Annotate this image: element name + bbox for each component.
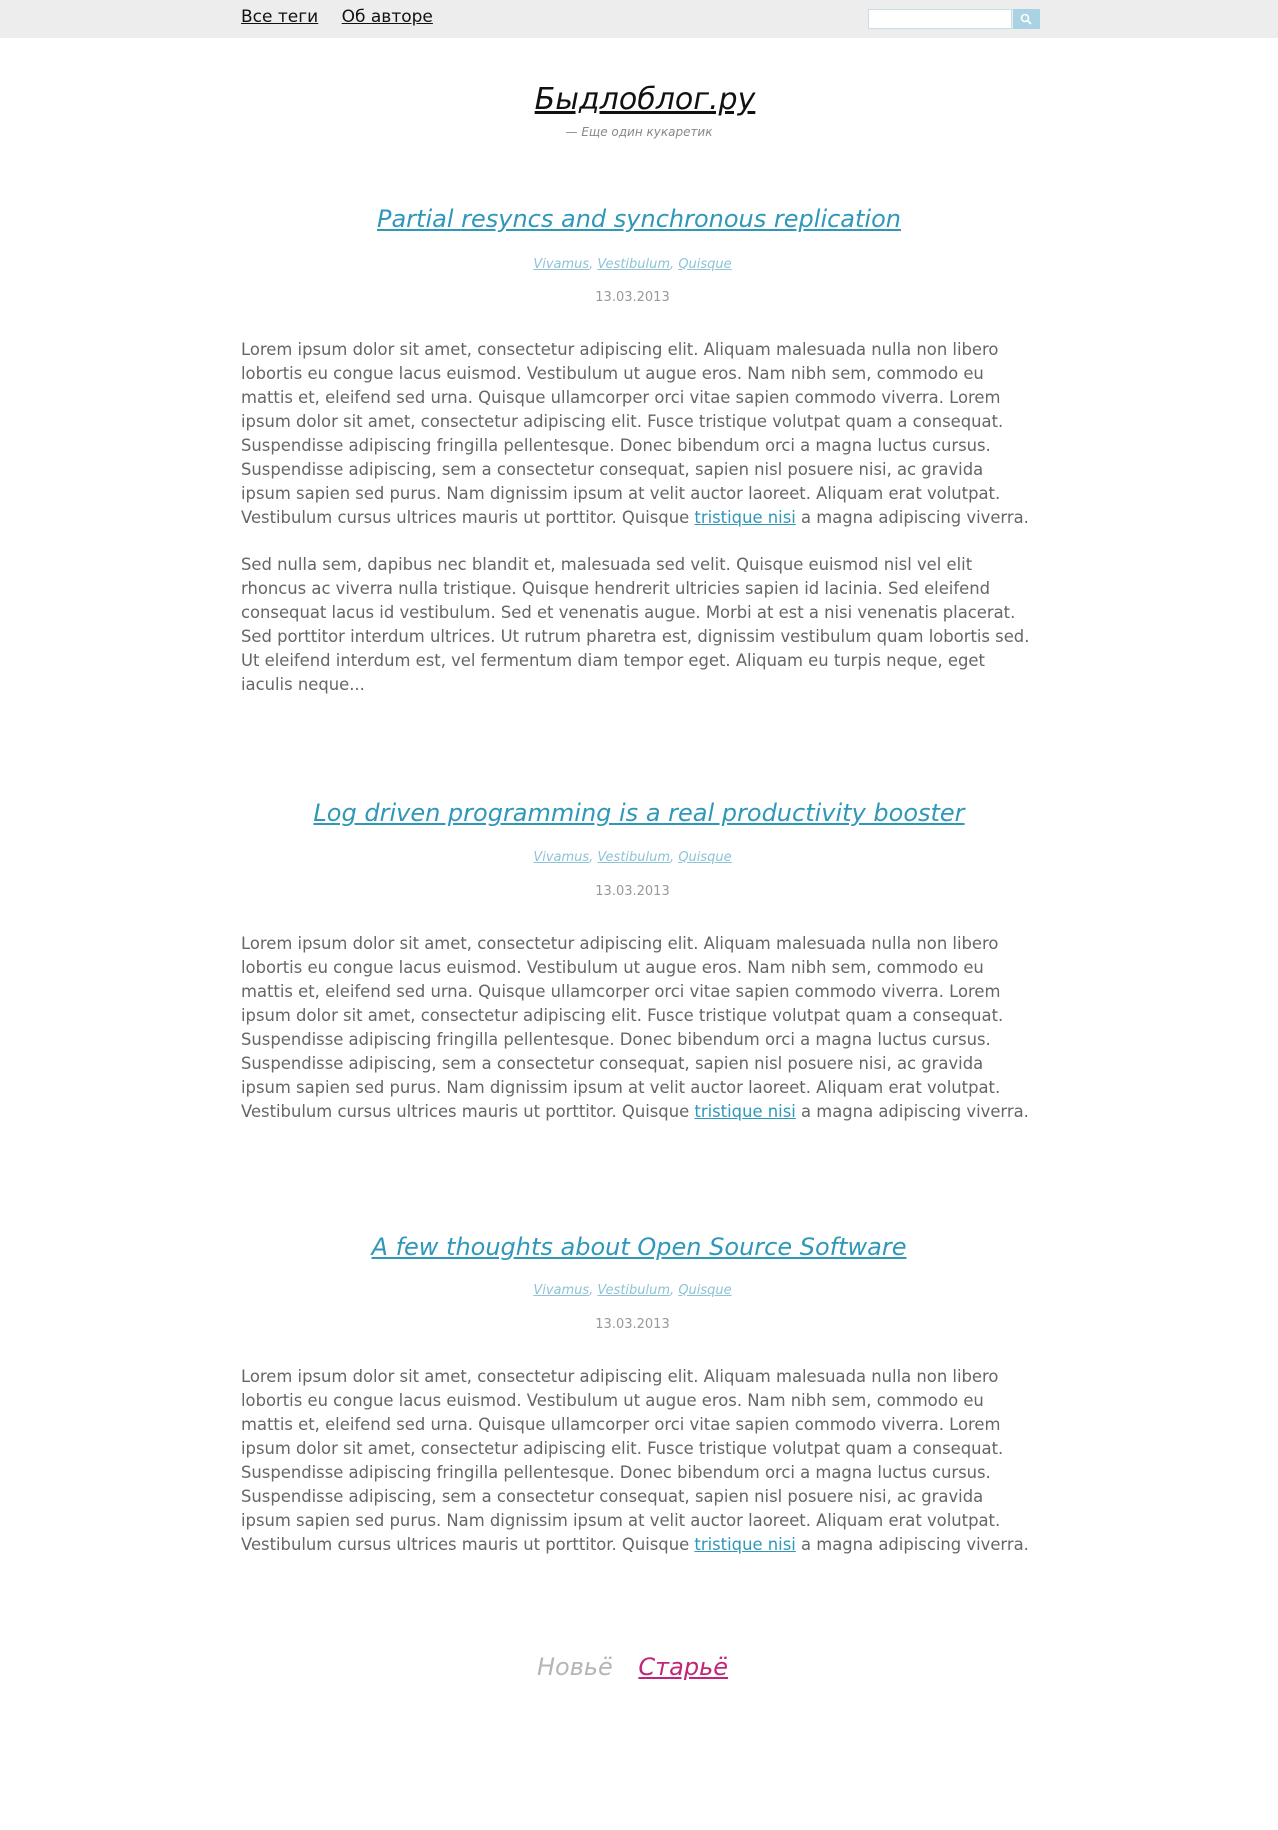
post-inline-link[interactable]: tristique nisi — [694, 1535, 796, 1554]
post-body — [241, 338, 1031, 720]
search-form — [868, 9, 1040, 29]
pagination — [0, 1652, 1265, 1682]
tag-link[interactable]: Quisque — [678, 850, 732, 865]
post-paragraph — [241, 932, 1031, 1124]
post-body — [241, 1365, 1031, 1580]
tag-link[interactable]: Vivamus — [533, 257, 590, 272]
post-title — [0, 798, 1278, 828]
tag-link[interactable]: Vestibulum — [597, 850, 671, 865]
nav-all-tags-link[interactable]: Все теги — [241, 7, 319, 27]
post-title — [0, 204, 1278, 234]
site-title-link[interactable]: Быдлоблог.ру — [534, 82, 756, 117]
tag-link[interactable]: Vestibulum — [597, 1283, 671, 1298]
post-title-link[interactable]: Partial resyncs and synchronous replication — [377, 205, 901, 233]
post-title-link[interactable]: Log driven programming is a real productivity booster — [313, 799, 965, 827]
post-tags: Vivamus, Vestibulum, Quisque — [533, 850, 732, 865]
older-posts-link[interactable]: Старьё — [638, 1653, 729, 1681]
post-paragraph: Sed nulla sem, dapibus nec blandit et, malesuada sed velit. Quisque euismod nisl vel elit rhoncus ac viverra nulla tristique. Quisque hendrerit ultricies sapien id lacinia. Sed eleifend consequat lacus id vestibulum. Sed et venenatis augue. Morbi at est a nisi venenatis placerat. Sed porttitor interdum ultrices. Ut rutrum pharetra est, dignissim vestibulum quam lobortis sed. Ut eleifend interdum est, vel fermentum diam tempor eget. Aliquam eu turpis neque, eget iaculis neque... — [241, 555, 1030, 694]
search-button[interactable] — [1013, 9, 1040, 29]
nav-about-link[interactable]: Об авторе — [341, 7, 433, 27]
post-paragraph — [241, 1365, 1031, 1557]
site-title — [0, 80, 1278, 120]
post-paragraph — [241, 338, 1031, 530]
post-body — [241, 932, 1031, 1147]
post-text: a magna adipiscing viverra. — [801, 1535, 1029, 1554]
tag-link[interactable]: Quisque — [678, 1283, 732, 1298]
search-icon — [1013, 9, 1040, 29]
tag-link[interactable]: Vivamus — [533, 850, 590, 865]
tag-link[interactable]: Vestibulum — [597, 257, 671, 272]
tag-link[interactable]: Quisque — [678, 257, 732, 272]
post-inline-link[interactable]: tristique nisi — [694, 508, 796, 527]
newer-posts-link: Новьё — [536, 1653, 613, 1681]
post-tags: Vivamus, Vestibulum, Quisque — [533, 1283, 732, 1298]
top-nav — [241, 6, 451, 28]
post-date: 13.03.2013 — [595, 1317, 670, 1332]
post-title — [0, 1232, 1278, 1262]
tag-link[interactable]: Vivamus — [533, 1283, 590, 1298]
top-bar — [0, 0, 1278, 38]
post-inline-link[interactable]: tristique nisi — [694, 1102, 796, 1121]
site-subtitle: — Еще один кукаретик — [565, 125, 713, 139]
post-tags: Vivamus, Vestibulum, Quisque — [533, 257, 732, 272]
post-text: Lorem ipsum dolor sit amet, consectetur adipiscing elit. Aliquam malesuada nulla non libero lobortis eu congue lacus euismod. Vestibulum ut augue eros. Nam nibh sem, commodo eu mattis et, eleifend sed urna. Quisque ullamcorper orci vitae sapien commodo viverra. Lorem ipsum dolor sit amet, consectetur adipiscing elit. Fusce tristique volutpat quam a consequat. Suspendisse adipiscing fringilla pellentesque. Donec bibendum orci a magna luctus cursus. Suspendisse adipiscing, sem a consectetur consequat, sapien nisl posuere nisi, ac gravida ipsum sapien sed purus. Nam dignissim ipsum at velit auctor laoreet. Aliquam erat volutpat. Vestibulum cursus ultrices mauris ut porttitor. Quisque — [241, 340, 1004, 527]
post-date: 13.03.2013 — [595, 884, 670, 899]
post-text: a magna adipiscing viverra. — [801, 508, 1029, 527]
post-text: Lorem ipsum dolor sit amet, consectetur adipiscing elit. Aliquam malesuada nulla non libero lobortis eu congue lacus euismod. Vestibulum ut augue eros. Nam nibh sem, commodo eu mattis et, eleifend sed urna. Quisque ullamcorper orci vitae sapien commodo viverra. Lorem ipsum dolor sit amet, consectetur adipiscing elit. Fusce tristique volutpat quam a consequat. Suspendisse adipiscing fringilla pellentesque. Donec bibendum orci a magna luctus cursus. Suspendisse adipiscing, sem a consectetur consequat, sapien nisl posuere nisi, ac gravida ipsum sapien sed purus. Nam dignissim ipsum at velit auctor laoreet. Aliquam erat volutpat. Vestibulum cursus ultrices mauris ut porttitor. Quisque — [241, 1367, 1004, 1554]
post-title-link[interactable]: A few thoughts about Open Source Software — [371, 1233, 907, 1261]
post-text: Lorem ipsum dolor sit amet, consectetur adipiscing elit. Aliquam malesuada nulla non libero lobortis eu congue lacus euismod. Vestibulum ut augue eros. Nam nibh sem, commodo eu mattis et, eleifend sed urna. Quisque ullamcorper orci vitae sapien commodo viverra. Lorem ipsum dolor sit amet, consectetur adipiscing elit. Fusce tristique volutpat quam a consequat. Suspendisse adipiscing fringilla pellentesque. Donec bibendum orci a magna luctus cursus. Suspendisse adipiscing, sem a consectetur consequat, sapien nisl posuere nisi, ac gravida ipsum sapien sed purus. Nam dignissim ipsum at velit auctor laoreet. Aliquam erat volutpat. Vestibulum cursus ultrices mauris ut porttitor. Quisque — [241, 934, 1004, 1121]
post-date: 13.03.2013 — [595, 290, 670, 305]
search-input[interactable] — [868, 9, 1012, 29]
post-text: a magna adipiscing viverra. — [801, 1102, 1029, 1121]
